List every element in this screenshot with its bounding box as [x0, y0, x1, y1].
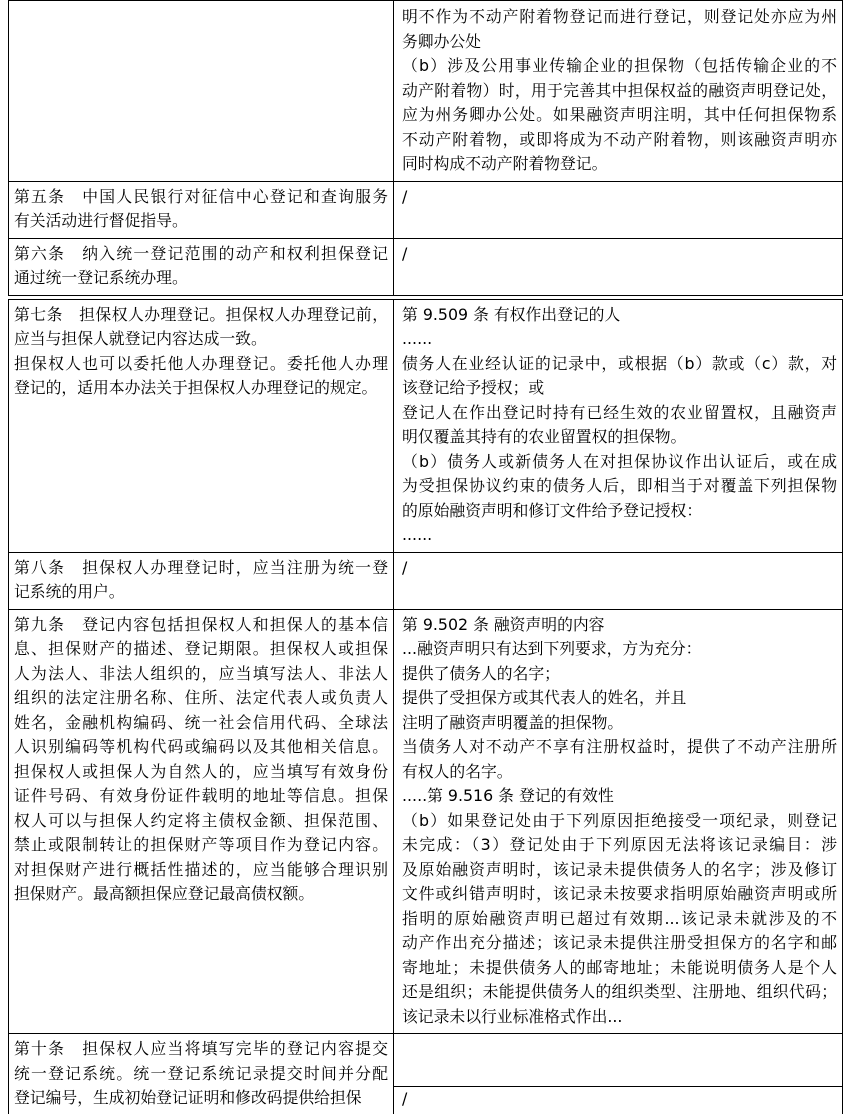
comparison-cell [393, 610, 842, 1034]
text-line: 还是组织；未能提供债务人的组织类型、注册地、组织代码； [402, 982, 837, 1001]
text-line: 未完成：（3）登记处由于下列原因无法将该记录编目：涉 [402, 835, 837, 854]
text-line: 第 9.502 条 融资声明的内容 [402, 614, 605, 634]
text-line: 第六条 纳入统一登记范围的动产和权利担保登记 [14, 243, 388, 263]
text-line: ...... [402, 525, 433, 544]
text-line: 息、担保财产的描述、登记期限。担保权人或担保 [14, 639, 388, 658]
text-line: .....第 9.516 条 登记的有效性 [402, 786, 614, 805]
paragraph [402, 352, 837, 401]
paragraph [402, 556, 837, 581]
text-line: 的原始融资声明和修订文件给予登记授权： [402, 500, 703, 520]
text-line: 明仅覆盖其持有的农业留置权的担保物。 [402, 427, 687, 446]
text-line: 登记人在作出登记时持有已经生效的农业留置权，且融资声 [402, 402, 837, 422]
comparison-cell [393, 1034, 842, 1114]
table-row [9, 238, 842, 295]
text-line: 担保权人也可以委托他人办理登记。委托他人办理 [14, 353, 388, 373]
text-line: 动产作出充分描述；该记录未提供注册受担保方的名字和邮 [402, 933, 837, 952]
text-line: 第五条 中国人民银行对征信中心登记和查询服务 [14, 186, 388, 206]
comparison-cell-upper [394, 1034, 842, 1086]
comparison-cell [393, 1, 842, 181]
paragraph [14, 303, 388, 352]
text-line: 第 9.509 条 有权作出登记的人 [402, 304, 621, 324]
paragraph [402, 637, 837, 662]
paragraph [402, 686, 837, 711]
paragraph [14, 1037, 388, 1111]
text-line: 及原始融资声明时，该记录未提供债务人的名字；涉及修订 [402, 859, 837, 879]
text-line: 对担保财产进行概括性描述的，应当能够合理识别 [14, 859, 388, 879]
provision-cell [9, 553, 393, 609]
text-line: 该记录未以行业标准格式作出... [402, 1006, 623, 1026]
provision-cell [9, 1, 393, 181]
text-line: （b）如果登记处由于下列原因拒绝接受一项纪录，则登记 [402, 810, 837, 830]
paragraph [402, 711, 837, 736]
table-row [9, 552, 842, 609]
text-line: 动产附着物）时，用于完善其中担保权益的融资声明登记处， [402, 80, 837, 100]
text-line: 通过统一登记系统办理。 [14, 268, 188, 287]
text-line: （b）债务人或新债务人在对担保协议作出认证后，或在成 [402, 451, 837, 471]
comparison-cell [393, 182, 842, 238]
paragraph [402, 185, 837, 210]
text-line: 登记编号，生成初始登记证明和修改码提供给担保 [14, 1088, 362, 1107]
text-line: 同时构成不动产附着物登记。 [402, 154, 608, 173]
text-line: / [402, 557, 408, 577]
provision-cell [9, 610, 393, 1034]
table-row [9, 609, 842, 1034]
paragraph [14, 613, 388, 907]
paragraph [402, 242, 837, 267]
paragraph [14, 352, 388, 401]
text-line: 人识别编码等机构代码或编码以及其他相关信息。 [14, 737, 388, 756]
text-line: 注明了融资声明覆盖的担保物。 [402, 712, 624, 732]
text-line: 不动产附着物，或即将成为不动产附着物，则该融资声明亦 [402, 129, 837, 149]
paragraph [14, 242, 388, 291]
table-row [9, 1033, 842, 1114]
paragraph [402, 401, 837, 450]
text-line: / [402, 243, 408, 263]
table-row [9, 299, 842, 552]
text-line: 文件或纠错声明时，该记录未按要求指明原始融资声明或所 [402, 884, 837, 903]
comparison-cell-lower [394, 1086, 842, 1112]
paragraph [402, 523, 837, 548]
comparison-cell [393, 300, 842, 552]
text-line: / [402, 1089, 408, 1108]
text-line: 第十条 担保权人应当将填写完毕的登记内容提交 [14, 1039, 388, 1058]
text-line: 有权人的名字。 [402, 761, 513, 781]
paragraph [402, 809, 837, 1030]
text-line: 提供了受担保方或其代表人的姓名，并且 [402, 688, 687, 707]
document-table [8, 0, 843, 296]
text-line: 担保权人或担保人为自然人的，应当填写有效身份 [14, 761, 388, 781]
text-line: 明不作为不动产附着物登记而进行登记，则登记处亦应为州 [402, 7, 837, 26]
paragraph [402, 1087, 837, 1112]
text-line: 寄地址；未提供债务人的邮寄地址；未能说明债务人是个人 [402, 957, 837, 977]
paragraph [402, 735, 837, 784]
text-line: 应当与担保人就登记内容达成一致。 [14, 329, 267, 348]
text-line: 统一登记系统。统一登记系统记录提交时间并分配 [14, 1063, 388, 1083]
text-line: 指明的原始融资声明已超过有效期...该记录未就涉及的不 [402, 908, 837, 928]
text-line: 第七条 担保权人办理登记。担保权人办理登记前， [14, 304, 388, 324]
text-line: 第八条 担保权人办理登记时，应当注册为统一登 [14, 557, 388, 577]
document-table [8, 299, 843, 1114]
provision-cell [9, 1034, 393, 1114]
comparison-cell [393, 553, 842, 609]
text-line: 权人可以与担保人约定将主债权金额、担保范围、 [14, 810, 388, 830]
paragraph [402, 662, 837, 687]
text-line: 债务人在业经认证的记录中，或根据（b）款或（c）款，对 [402, 353, 837, 373]
text-line: 提供了债务人的名字； [402, 663, 560, 683]
text-line: 有关活动进行督促指导。 [14, 211, 188, 230]
paragraph [402, 54, 837, 177]
text-line: 为受担保协议约束的债务人后，即相当于对覆盖下列担保物 [402, 476, 837, 495]
paragraph [402, 613, 837, 638]
paragraph [402, 450, 837, 524]
paragraph [14, 185, 388, 234]
text-line: （b）涉及公用事业传输企业的担保物（包括传输企业的不 [402, 56, 837, 75]
text-line: 禁止或限制转让的担保财产等项目作为登记内容。 [14, 835, 388, 854]
paragraph [402, 327, 837, 352]
table-row [9, 181, 842, 238]
paragraph [402, 5, 837, 54]
text-line: ...融资声明只有达到下列要求，方为充分： [402, 639, 702, 658]
paragraph [14, 556, 388, 605]
paragraph [402, 784, 837, 809]
text-line: 证件号码、有效身份证件载明的地址等信息。担保 [14, 786, 388, 805]
text-line: 人为法人、非法人组织的，应当填写法人、非法人 [14, 663, 388, 683]
table-row [9, 0, 842, 181]
text-line: ...... [402, 329, 433, 348]
comparison-cell [393, 239, 842, 295]
text-line: 该登记给予授权；或 [402, 378, 545, 397]
text-line: 姓名，金融机构编码、统一社会信用代码、全球法 [14, 712, 388, 732]
text-line: 登记的，适用本办法关于担保权人办理登记的规定。 [14, 378, 378, 397]
text-line: 记系统的用户。 [14, 582, 125, 601]
provision-cell [9, 300, 393, 552]
text-line: 担保财产。最高额担保应登记最高债权额。 [14, 884, 315, 903]
text-line: / [402, 186, 408, 206]
text-line: 当债务人对不动产不享有注册权益时，提供了不动产注册所 [402, 737, 837, 756]
text-line: 应为州务卿办公处。如果融资声明注明，其中任何担保物系 [402, 105, 837, 124]
text-line: 组织的法定注册名称、住所、法定代表人或负责人 [14, 688, 388, 707]
text-line: 第九条 登记内容包括担保权人和担保人的基本信 [14, 614, 388, 634]
provision-cell [9, 182, 393, 238]
provision-cell [9, 239, 393, 295]
text-line: 务卿办公处 [402, 31, 481, 51]
document-page [8, 0, 843, 1114]
paragraph [402, 303, 837, 328]
